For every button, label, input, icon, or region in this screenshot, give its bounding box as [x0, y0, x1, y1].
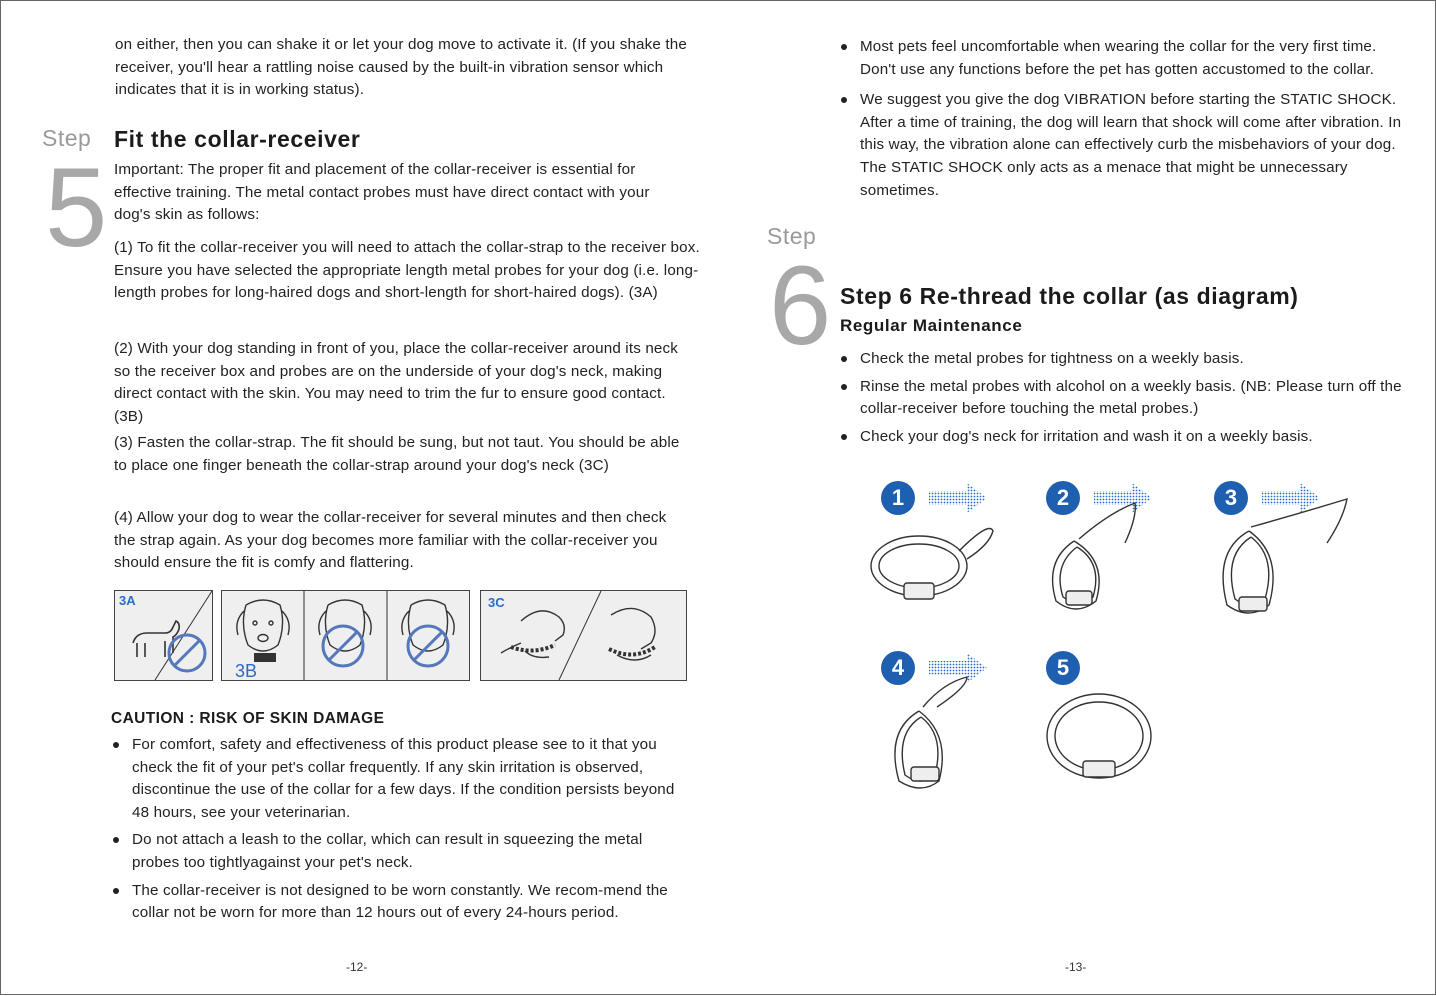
bullet-icon: [113, 837, 119, 843]
fit-paragraph-2: (2) With your dog standing in front of you, place the collar-receiver around its neck so the receiver box and probes are on the underside of your dog's neck, making direct contact with the skin. You may need to trim the fur to ensure good contact. (3B): [114, 340, 678, 425]
dog-faces-illustration: [222, 591, 469, 680]
collar-rethread-steps: [859, 471, 1419, 811]
step-label: Step: [767, 223, 817, 249]
list-item: Check the metal probes for tightness on a weekly basis.: [837, 348, 1411, 371]
collar-check-illustration: [481, 591, 686, 680]
list-item: Do not attach a leash to the collar, which can result in squeezing the metal probes too tightlyagainst your pet's neck.: [109, 829, 693, 874]
fit-paragraph-1: (1) To fit the collar-receiver you will need to attach the collar-strap to the receiver box. Ensure you have selected the appropriate length metal probes for your dog (i.e. long-length probes for long-haired dogs and short-length for short-haired dogs). (3A): [114, 239, 700, 302]
step-number: 6: [769, 243, 832, 368]
figure-label-3c: 3C: [488, 595, 505, 610]
step-number: 5: [45, 145, 108, 270]
arrow-icon: [929, 483, 1320, 683]
figure-label-3a: 3A: [119, 593, 136, 608]
caution-title: CAUTION : RISK OF SKIN DAMAGE: [111, 710, 385, 727]
diagram-step-3: 3: [1214, 481, 1248, 515]
diagram-step-4: 4: [881, 651, 915, 685]
bullet-icon: [113, 888, 119, 894]
bullet-icon: [841, 356, 847, 362]
intro-paragraph: on either, then you can shake it or let your dog move to activate it. (If you shake the receiver, you'll hear a rattling noise caused by the built-in vibration sensor which indicates that it is in working status).: [115, 36, 687, 99]
bullet-icon: [841, 384, 847, 390]
page-number: -13-: [1065, 960, 1087, 974]
right-page: [719, 1, 1436, 996]
figure-3c: [480, 590, 687, 681]
list-item: For comfort, safety and effectiveness of this product please see to it that you check the fit of your pet's collar frequently. If any skin irritation is observed, discontinue the use of the collar for a few days. If the condition persists beyond 48 hours, see your veterinarian.: [109, 734, 693, 824]
list-item: Rinse the metal probes with alcohol on a weekly basis. (NB: Please turn off the collar-receiver before touching the metal probes.): [837, 376, 1411, 421]
bullet-icon: [841, 97, 847, 103]
fit-paragraph-4: (4) Allow your dog to wear the collar-receiver for several minutes and then check the strap again. As your dog becomes more familiar with the collar-receiver you should ensure the fit is comfy and flattering.: [114, 509, 667, 572]
bullet-icon: [841, 434, 847, 440]
figure-3a: [114, 590, 213, 681]
collar-diagram: [859, 471, 1419, 811]
diagram-step-2: 2: [1046, 481, 1080, 515]
list-item: Check your dog's neck for irritation and wash it on a weekly basis.: [837, 426, 1411, 449]
caution-list: [109, 734, 693, 930]
left-page: [1, 1, 719, 996]
fit-paragraph-3: (3) Fasten the collar-strap. The fit should be sung, but not taut. You should be able to place one finger beneath the collar-strap around your dog's neck (3C): [114, 434, 680, 474]
step-label: Step: [42, 125, 92, 151]
figure-3b: [221, 590, 470, 681]
important-paragraph: Important: The proper fit and placement of the collar-receiver is essential for effective training. The metal contact probes must have direct contact with your dog's skin as follows:: [114, 161, 650, 224]
section-heading: Fit the collar-receiver: [114, 126, 361, 152]
intro-list: [837, 36, 1411, 207]
bullet-icon: [113, 742, 119, 748]
diagram-step-1: 1: [881, 481, 915, 515]
section-heading: Step 6 Re-thread the collar (as diagram): [840, 283, 1299, 309]
list-item: The collar-receiver is not designed to be worn constantly. We recom-mend the collar not be worn for more than 12 hours out of every 24-hours period.: [109, 880, 693, 925]
list-item: Most pets feel uncomfortable when wearing the collar for the very first time. Don't use any functions before the pet has gotten accustomed to the collar.: [837, 36, 1411, 81]
diagram-step-5: 5: [1046, 651, 1080, 685]
figure-label-3b: 3B: [235, 661, 258, 681]
page-number: -12-: [346, 960, 368, 974]
bullet-icon: [841, 44, 847, 50]
list-item: We suggest you give the dog VIBRATION before starting the STATIC SHOCK. After a time of training, the dog will learn that shock will come after vibration. In this way, the vibration alone can effectively curb the misbehaviors of your dog. The STATIC SHOCK only acts as a menace that might be unnecessary sometimes.: [837, 89, 1411, 202]
maintenance-list: [837, 348, 1411, 453]
maintenance-heading: Regular Maintenance: [840, 316, 1023, 335]
